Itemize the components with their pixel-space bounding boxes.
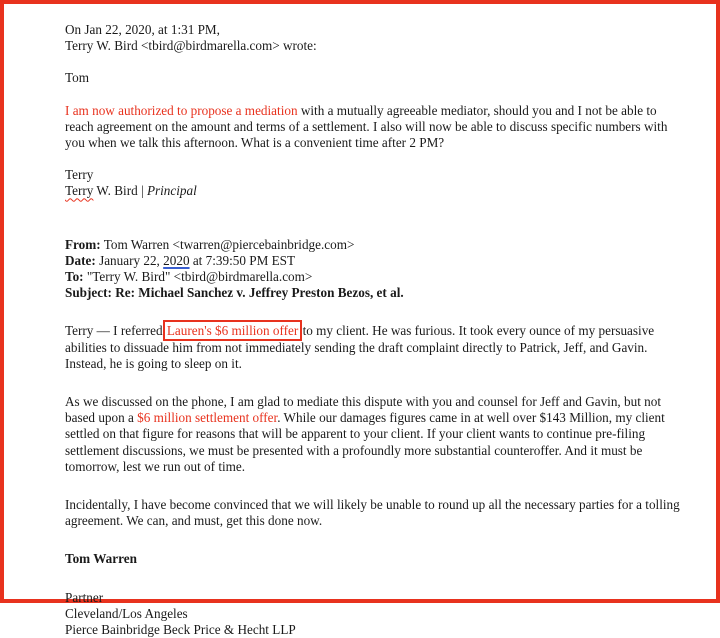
email-document	[65, 22, 705, 638]
date-header: Date: January 22, 2020 at 7:39:50 PM EST	[65, 252, 296, 268]
signature-title: Principal	[146, 183, 197, 199]
date-year: 2020	[163, 252, 190, 268]
from-header: From: Tom Warren <twarren@piercebainbridge.com>	[65, 236, 355, 252]
quote-header-sender: Terry W. Bird <tbird@birdmarella.com> wrote:	[65, 38, 317, 54]
spellcheck-word: Terry	[65, 183, 94, 199]
email1-signature: Terry W. Bird | Principal	[65, 183, 197, 199]
email2-paragraph-2: As we discussed on the phone, I am glad to mediate this dispute with you and counsel for Jeff and Gavin, but not based upon a $6 million settlement offer. While our damages figures came in at well over $143 Million, my client settled on that figure for reasons that will be apparent to your client. If your client wants to continue pre-filing settlement discussions, we must be presented with a profoundly more substantial counteroffer. And it must be tomorrow, lest we run out of time.	[65, 394, 665, 474]
offer-highlight-box: Lauren's $6 million offer	[166, 323, 299, 339]
email1-signoff: Terry	[65, 167, 94, 183]
quote-header-date: On Jan 22, 2020, at 1:31 PM,	[65, 22, 220, 37]
mediation-highlight: I am now authorized to propose a mediation	[65, 102, 298, 118]
email2-signature-firm: Pierce Bainbridge Beck Price & Hecht LLP	[65, 622, 296, 638]
to-header: To: "Terry W. Bird" <tbird@birdmarella.com>	[65, 269, 313, 285]
email2-paragraph-3: Incidentally, I have become convinced that we will likely be unable to round up all the necessary parties for a tolling agreement. We can, and must, get this done now.	[65, 497, 680, 529]
email2-signature-city: Cleveland/Los Angeles	[65, 605, 188, 621]
email1-body: I am now authorized to propose a mediation with a mutually agreeable mediator, should you and I not be able to reach agreement on the amount and terms of a settlement. I also will now be able to discuss specific numbers with you when we talk this afternoon. What is a convenient time after 2 PM?	[65, 102, 668, 151]
settlement-offer-highlight: $6 million settlement offer	[137, 410, 278, 426]
email2-signature-name: Tom Warren	[65, 551, 137, 567]
email1-greeting: Tom	[65, 70, 89, 86]
email2-paragraph-1: Terry — I referred Lauren's $6 million offer to my client. He was furious. It took every ounce of my persuasive abilities to dissuade him from not immediately sending the draft complaint directly to Patrick, Jeff, and Gavin. Instead, he is going to sleep on it.	[65, 323, 655, 371]
subject-header: Subject: Re: Michael Sanchez v. Jeffrey Preston Bezos, et al.	[65, 285, 404, 301]
email2-signature-title: Partner	[65, 589, 104, 605]
